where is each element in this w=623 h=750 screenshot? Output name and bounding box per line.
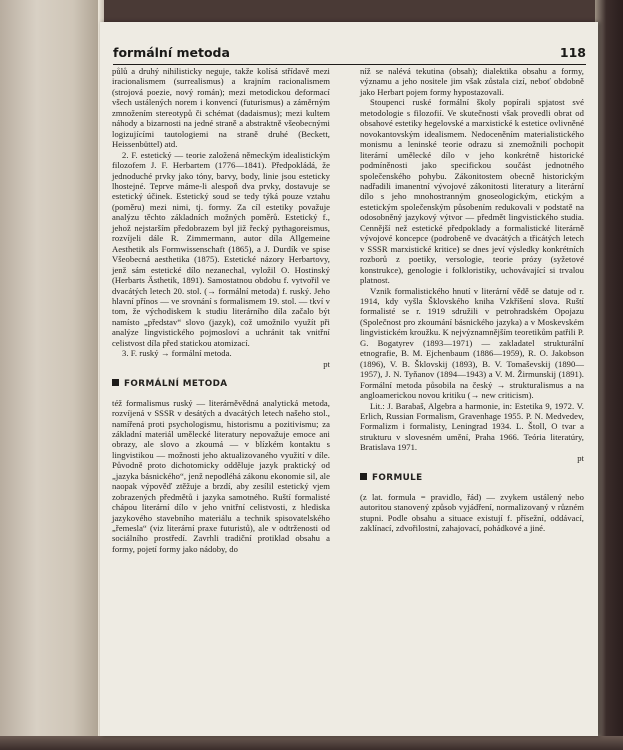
paragraph-formule: (z lat. formula = pravidlo, řád) — zvykem ustálený nebo autoritou stanovený způsob vyjádření, normalizovaný v různém stupni. Podle obsahu a situace existují f. přísežní, oddávací, zaklínací, zdvořilostní, zahajovací, pohádkové a jiné. <box>360 491 584 534</box>
book-binding-edge <box>595 0 623 750</box>
left-column <box>112 66 330 554</box>
square-bullet-icon <box>360 473 367 480</box>
page-number: 118 <box>559 45 586 60</box>
right-column <box>360 66 584 533</box>
section-heading-formalni-metoda <box>112 379 330 389</box>
paragraph-formal-school: Stoupenci ruské formální školy popírali spjatost své metodologie s filozofií. Ve skutečnosti však provedli obrat od obsahové estetiky hegelovské a marxistické k estetice ovlivněné novokantovským idealismem. Nedoceněním materialistického monismu a leninské teorie odrazu si znemožnili pochopit literární umělecké dílo v jeho konkrétně historické podmíněnosti jako specifickou součást jednotného společenského pohybu. Zákonitostem obecně historickým nadřadili imanentní vývojové zákonitosti literatury a literární dílo s jeho mnohostranným gnoseologickým, etickým a estetickým společenským působením redukovali v podstatě na odosobněný jazykový výtvor — předmět lingvistického studia. Cennější než estetické předpoklady a formalistické literárně vývojové koncepce (podrobeně ve dvacátých a třicátých letech v SSSR marxistické kritice) se dnes jeví výsledky konkrétních rozborů z poetiky, versologie, teorie prózy (syžetové konstrukce), genologie i folkloristiky, uchovávající si trvalou platnost. <box>360 97 584 286</box>
book-page <box>100 22 598 736</box>
book-bottom-edge <box>0 736 623 750</box>
section-heading-formule <box>360 473 584 483</box>
section-heading-text: FORMÁLNÍ METODA <box>124 379 228 390</box>
author-initials: pt <box>577 452 584 463</box>
author-initials: pt <box>323 358 330 369</box>
running-head-title: formální metoda <box>113 45 230 60</box>
page-header <box>113 34 586 65</box>
previous-page-edge <box>0 0 104 750</box>
paragraph-literature: Lit.: J. Barabaš, Algebra a harmonie, in: Estetika 9, 1972. V. Erlich, Russian Formalism, Gravenhage 1955. P. N. Medvedev, Formalizm i formalisty, Leningrad 1934. L. Štoll, O tvar a strukturu v slovesném umění, Praha 1966. Teória literatúry, Bratislava 1971. <box>360 400 584 453</box>
paragraph-russian-formalism-ref: 3. F. ruský → formální metoda. <box>122 348 232 359</box>
section-heading-text: FORMULE <box>372 473 423 484</box>
paragraph-formal-method: též formalismus ruský — literárněvědná analytická metoda, rozvíjená v SSSR v desátých a dvacátých letech našeho stol., namířená proti psychologismu, historismu a pozitivismu; za základní materiál umělecké literatury nepovažuje emoce ani obrazy, ale slovo a zkoumá — v blízkém kontaktu s lingvistikou — možnosti jeho aktualizovaného využití v díle. Původně proto dichotomicky odděluje jazyk praktický od „jazyka básnického“, jenž nepodléhá zákonu ekonomie sil, ale naopak výpověď ztěžuje a brzdí, aby zesílil estetický vjem zobrazených předmětů i jazyka samotného. Ruští formalisté chápou literární dílo v jeho vnitřní celistvosti, z hlediska jazykového stavebního materiálu a technik spisovatelského „řemesla“ (viz literární praxe futuristů), ale v odtrženosti od sociálního prostředí. Zavrhli tradiční protiklad obsahu a formy, pojetí formy jako nádoby, do <box>112 397 330 554</box>
paragraph-formalism-continued: půlů a druhý nihilisticky neguje, takže kolísá střídavě mezi iracionalismem (surrealismus) a krajním racionalismem (strojová poezie, nový román); mezi metodickou deformací všech ustálených norem i konvencí (futurismus) a záměrným zmnožením stereotypů či schémat (dadaismus); mezi kultem náhody a bizarnosti na jedné straně a abstraktně všeobecnými logizujícími tautologiemi na straně druhé (Beckett, Heissenbüttel) atd. <box>112 66 330 150</box>
paragraph-form-content: níž se nalévá tekutina (obsah); dialektika obsahu a formy, významu a jeho nositele jim však zůstala cizí, neboť obdobně jako Herbart pojem formy hypostazovali. <box>360 66 584 97</box>
paragraph-movement-history: Vznik formalistického hnutí v literární vědě se datuje od r. 1914, kdy vyšla Šklovského kniha Vzkříšení slova. Ruští formalisté se r. 1919 sdružili v petrohradském Opojazu (Společnost pro zkoumání básnického jazyka) a v Moskevském lingvistickém kroužku. K nejvýznamnějším teoretikům patřili P. G. Bogatyrev (1893—1971) — zakladatel strukturální etnografie, B. M. Ejchenbaum (1886—1959), R. O. Jakobson (1896), V. B. Šklovskij (1893), B. V. Tomaševskij (1890—1957), J. N. Tyňanov (1894—1943) a V. M. Žirmunskij (1891). Formální metoda působila na český → strukturalismus a na angloamerickou novou kritiku (→ new criticism). <box>360 285 584 401</box>
square-bullet-icon <box>112 379 119 386</box>
paragraph-aesthetic-formalism: 2. F. estetický — teorie založená německým idealistickým filozofem J. F. Herbartem (1776—1841). Předpokládá, že jednoduché prvky jako tóny, barvy, body, linie jsou esteticky lhostejné. Teprve máme-li alespoň dva prvky, dostavuje se estetický účinek. Estetický soud se tedy týká pouze vztahu (poměru) mezi nimi, tj. formy. Za cíl estetiky považuje analýzu těchto základních možných poměrů. Estetický f., jehož nejstarším předobrazem byl již řecký pythagoreismus, rozvíjeli dále R. Zimmermann, autor díla Allgemeine Aesthetik als Formwissenschaft (1865), a J. Durdík ve spise Všeobecná aesthetika (1875). Estetické názory Herbartovy, jenž sám estetické dílo nezanechal, vyložil O. Hostinský (Herbarts Ästhetik, 1891). Samostatnou obdobu f. vytvořil ve dvacátých letech 20. stol. (→ formální metoda) f. ruský. Jeho hlavní přínos — ve srovnání s formalismem 19. stol. — tkví v tom, že východiskem k studiu literárního díla začalo být namísto „představ“ slovo (jazyk), což umožnilo využít při analýze lingvistického pojmosloví a uchránit tak vnitřní celistvost díla před statickou atomizací. <box>112 149 330 348</box>
